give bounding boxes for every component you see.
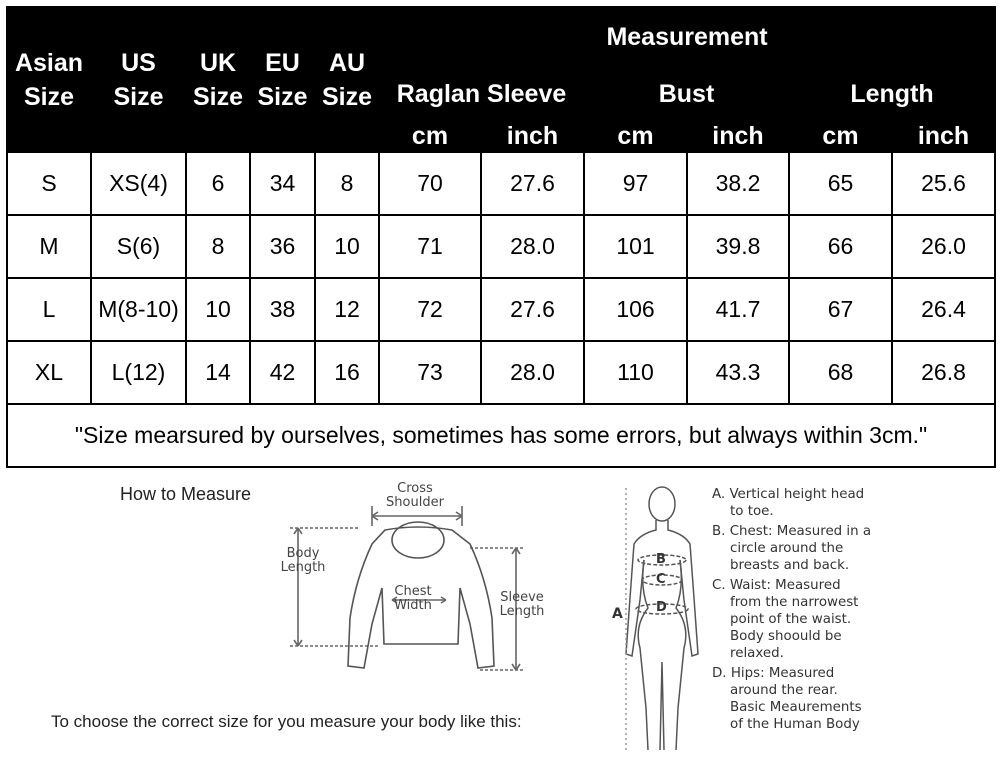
table-cell: 101 — [584, 215, 687, 278]
table-cell: 72 — [379, 278, 481, 341]
measurement-notes — [712, 486, 902, 736]
table-cell: 42 — [250, 341, 315, 404]
table-cell: XL — [7, 341, 91, 404]
table-cell: 6 — [186, 152, 250, 215]
size-chart-table — [6, 6, 996, 468]
table-row — [7, 152, 995, 215]
table-row — [7, 215, 995, 278]
table-cell: 39.8 — [687, 215, 789, 278]
table-cell: 26.4 — [892, 278, 995, 341]
header-raglan-sleeve: Raglan Sleeve — [379, 67, 584, 121]
table-cell: 12 — [315, 278, 379, 341]
table-cell: 26.0 — [892, 215, 995, 278]
table-cell: 27.6 — [481, 278, 584, 341]
measure-instruction: To choose the correct size for you measure your body like this: — [51, 712, 522, 731]
table-cell: 8 — [315, 152, 379, 215]
table-cell: M — [7, 215, 91, 278]
header-measurement: Measurement — [379, 7, 995, 67]
table-cell: S — [7, 152, 91, 215]
body-figure-diagram — [600, 478, 710, 780]
table-cell: 25.6 — [892, 152, 995, 215]
table-cell: 73 — [379, 341, 481, 404]
table-cell: 65 — [789, 152, 892, 215]
table-cell: 106 — [584, 278, 687, 341]
table-row — [7, 278, 995, 341]
table-cell: 70 — [379, 152, 481, 215]
header-us-size: US Size — [91, 7, 186, 152]
header-au-size: AU Size — [315, 7, 379, 152]
table-cell: 28.0 — [481, 341, 584, 404]
table-cell: 71 — [379, 215, 481, 278]
table-cell: 68 — [789, 341, 892, 404]
note-c: C. Waist: Measured from the narrowest point of the waist. Body shoould be relaxed. — [712, 578, 859, 661]
how-to-measure-section — [0, 448, 1000, 780]
note-a: A. Vertical height head to toe. — [712, 487, 865, 519]
marker-b: B — [656, 552, 666, 567]
header-asian-size: Asian Size — [7, 7, 91, 152]
sleeve-length-label: Sleeve Length — [499, 590, 545, 619]
note-d: D. Hips: Measured around the rear. Basic Meaurements of the Human Body — [712, 666, 862, 732]
unit-header: cm — [584, 121, 687, 152]
table-cell: 38 — [250, 278, 315, 341]
table-cell: 10 — [315, 215, 379, 278]
table-cell: S(6) — [91, 215, 186, 278]
unit-header: cm — [789, 121, 892, 152]
table-cell: 16 — [315, 341, 379, 404]
table-cell: 97 — [584, 152, 687, 215]
unit-header: inch — [892, 121, 995, 152]
table-cell: 34 — [250, 152, 315, 215]
table-cell: M(8-10) — [91, 278, 186, 341]
table-cell: 67 — [789, 278, 892, 341]
header-uk-size: UK Size — [186, 7, 250, 152]
table-cell: 110 — [584, 341, 687, 404]
table-cell: 26.8 — [892, 341, 995, 404]
table-cell: 8 — [186, 215, 250, 278]
table-cell: L — [7, 278, 91, 341]
header-bust: Bust — [584, 67, 789, 121]
table-cell: XS(4) — [91, 152, 186, 215]
note-b: B. Chest: Measured in a circle around the breasts and back. — [712, 524, 872, 573]
unit-header: cm — [379, 121, 481, 152]
table-cell: 43.3 — [687, 341, 789, 404]
table-cell: 36 — [250, 215, 315, 278]
table-cell: 38.2 — [687, 152, 789, 215]
table-cell: 41.7 — [687, 278, 789, 341]
body-length-label: Body Length — [280, 546, 326, 575]
marker-c: C — [656, 572, 666, 587]
table-cell: 27.6 — [481, 152, 584, 215]
cross-shoulder-label: Cross Shoulder — [386, 481, 444, 510]
table-cell: L(12) — [91, 341, 186, 404]
marker-a: A — [612, 606, 623, 622]
unit-header: inch — [687, 121, 789, 152]
table-cell: 14 — [186, 341, 250, 404]
chest-width-label: Chest Width — [394, 584, 432, 613]
table-cell: 66 — [789, 215, 892, 278]
header-length: Length — [789, 67, 995, 121]
size-note: "Size mearsured by ourselves, sometimes has some errors, but always within 3cm." — [7, 404, 995, 467]
unit-header: inch — [481, 121, 584, 152]
how-to-measure-heading: How to Measure — [120, 484, 252, 504]
header-eu-size: EU Size — [250, 7, 315, 152]
table-cell: 10 — [186, 278, 250, 341]
table-cell: 28.0 — [481, 215, 584, 278]
table-row — [7, 341, 995, 404]
marker-d: D — [656, 600, 667, 615]
